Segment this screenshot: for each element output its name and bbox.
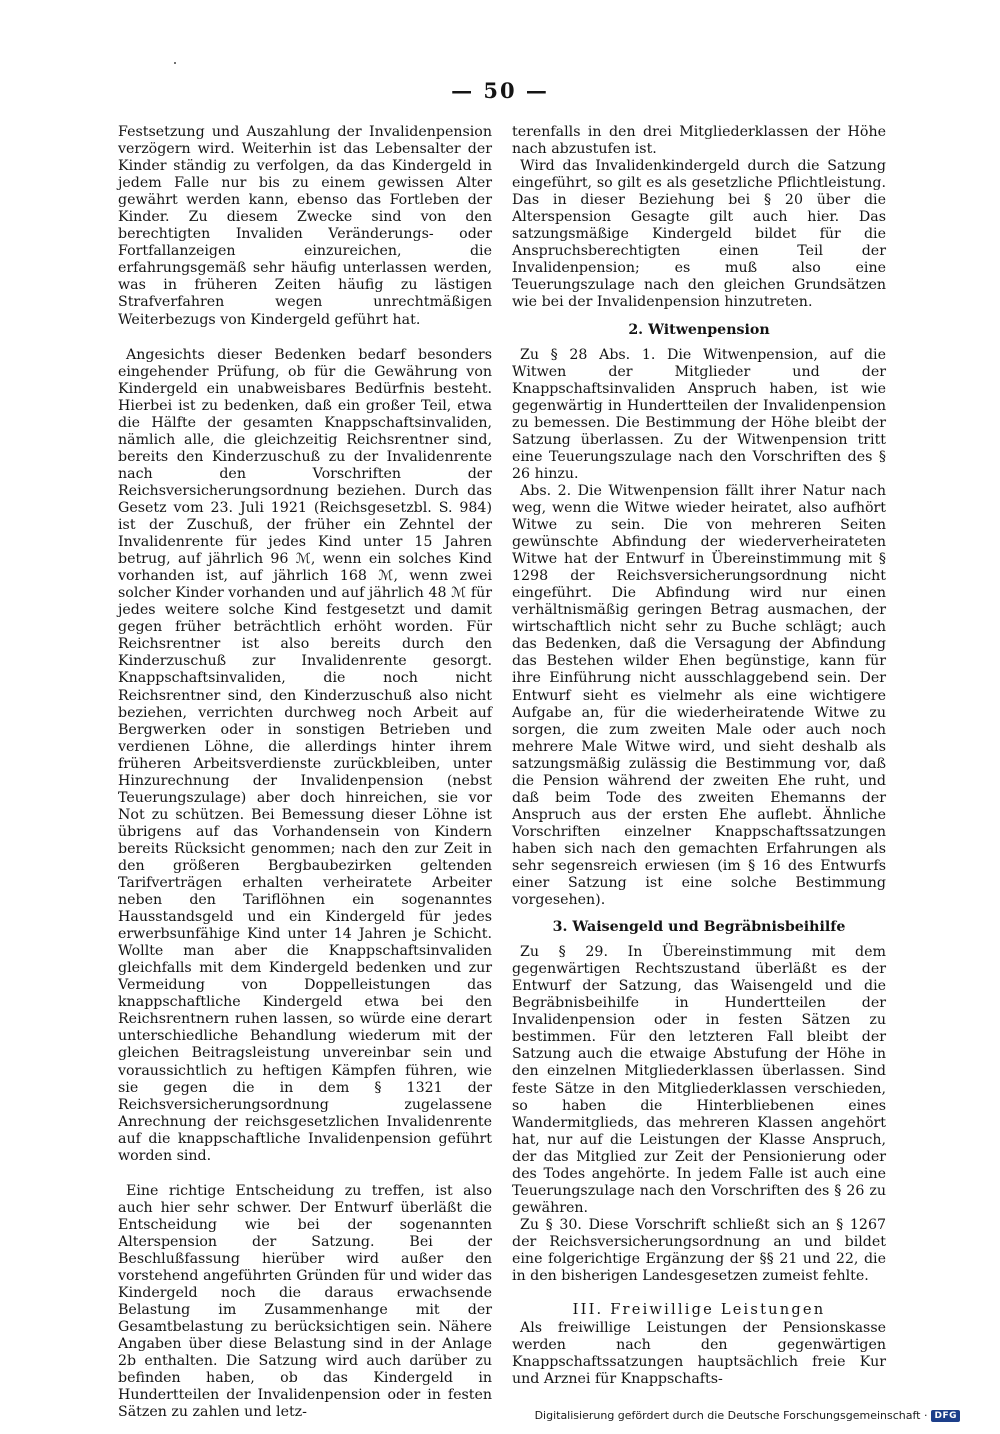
section-heading-freiwillige-leistungen: III. Freiwillige Leistungen	[572, 1301, 826, 1319]
right-intro-paragraph-1: terenfalls in den drei Mitgliederklassen der Höhe nach abzustufen ist.	[512, 124, 886, 158]
freiwillige-leistungen-paragraph-1: Als freiwillige Leistungen der Pensionskasse werden nach den gegenwärtigen Knappschaftssatzungen hauptsächlich freie Kur und Arznei für Knappschafts-	[512, 1320, 886, 1388]
stray-ink-mark	[174, 62, 176, 64]
digitization-credit	[535, 1409, 960, 1422]
dfg-logo-icon: DFG	[931, 1410, 960, 1422]
section-heading-waisengeld: 3. Waisengeld und Begräbnisbeihilfe	[552, 919, 846, 936]
left-column	[118, 124, 492, 1421]
right-intro-paragraph-2: Wird das Invalidenkindergeld durch die Satzung eingeführt, so gilt es als gesetzliche Pflichtleistung. Das in dieser Beziehung bei § 20 über die Alterspension Gesagte gilt auch hier. Das satzungsmäßige Kindergeld bildet für die Anspruchsberechtigten einen Teil der Invalidenpension; es muß also eine Teuerungszulage nach den gleichen Grundsätzen wie bei der Invalidenpension hinzutreten.	[512, 158, 886, 311]
waisengeld-paragraph-2: Zu § 30. Diese Vorschrift schließt sich an § 1267 der Reichsversicherungsordnung an und bildet eine folgerichtige Ergänzung der §§ 21 und 22, die in den bisherigen Landesgesetzen zumeist fehlte.	[512, 1216, 886, 1285]
digitization-credit-text: Digitalisierung gefördert durch die Deutsche Forschungsgemeinschaft ·	[534, 1409, 928, 1422]
right-column	[512, 124, 886, 1388]
page-number: — 50 —	[451, 78, 549, 103]
section-heading-witwenpension: 2. Witwenpension	[628, 321, 770, 338]
witwenpension-paragraph-1: Zu § 28 Abs. 1. Die Witwenpension, auf die Witwen der Mitglieder und der Knappschaftsinvaliden Anspruch haben, ist wie gegenwärtig in Hundertteilen der Invalidenpension zu bemessen. Die Bestimmung der Höhe bleibt der Satzung überlassen. Zu der Witwenpension tritt eine Teuerungszulage nach den Vorschriften des § 26 hinzu.	[512, 346, 886, 482]
left-paragraph-2: Angesichts dieser Bedenken bedarf besonders eingehender Prüfung, ob für die Gewährung von Kindergeld ein unabweisbares Bedürfnis besteht. Hierbei ist zu bedenken, daß ein großer Teil, etwa die Hälfte der gesamten Knappschaftsinvaliden, nämlich alle, die gleichzeitig Reichsrentner sind, bereits den Kinderzuschuß zu der Invalidenrente nach den Vorschriften der Reichsversicherungsordnung beziehen. Durch das Gesetz vom 23. Juli 1921 (Reichsgesetzbl. S. 984) ist der Zuschuß, der früher ein Zehntel der Invalidenrente für jedes Kind unter 15 Jahren betrug, auf jährlich 96 ℳ, wenn ein solches Kind vorhanden ist, auf jährlich 168 ℳ, wenn zwei solcher Kinder vorhanden und auf jährlich 48 ℳ für jedes weitere solche Kind festgesetzt und damit gegen früher beträchtlich erhöht worden. Für Reichsrentner ist also bereits durch den Kinderzuschuß zur Invalidenrente gesorgt. Knappschaftsinvaliden, die noch nicht Reichsrentner sind, den Kinderzuschuß also nicht beziehen, verrichten durchweg noch Arbeit auf Bergwerken oder in sonstigen Betrieben und verdienen Löhne, die allerdings hinter ihrem früheren Arbeitsverdienste zurückbleiben, unter Hinzurechnung der Invalidenpension (nebst Teuerungszulage) aber doch hinreichen, sie vor Not zu schützen. Bei Bemessung dieser Löhne ist übrigens auf das Vorhandensein von Kindern bereits Rücksicht genommen; nach den zur Zeit in den größeren Bergbaubezirken geltenden Tarifverträgen erhalten verheiratete Arbeiter neben den Tariflöhnen ein sogenanntes Hausstandsgeld und ein Kindergeld für jedes erwerbsunfähige Kind unter 14 Jahren je Schicht. Wollte man aber die Knappschaftsinvaliden gleichfalls mit dem Kindergeld bedenken und zur Vermeidung von Doppelleistungen das knappschaftliche Kindergeld etwa bei den Reichsrentnern ruhen lassen, so würde eine derart unterschiedliche Behandlung wiederum mit der gleichen Beitragsleistung unvereinbar sein und voraussichtlich zu heftigen Kämpfen führen, wie sie gegen die in dem § 1321 der Reichsversicherungsordnung zugelassene Anrechnung der reichsgesetzlichen Invalidenrente auf die knappschaftliche Invalidenpension geführt worden sind.	[118, 346, 492, 1164]
waisengeld-paragraph-1: Zu § 29. In Übereinstimmung mit dem gegenwärtigen Rechtszustand überläßt es der Entwurf der Satzung, das Waisengeld und die Begräbnisbeihilfe in Hundertteilen der Invalidenpension oder in festen Sätzen zu bestimmen. Für den letzteren Fall bleibt der Satzung auch die etwaige Abstufung der Höhe in den einzelnen Mitgliederklassen überlassen. Sind feste Sätze in den Mitgliederklassen verschieden, so haben die Hinterbliebenen eines Wandermitglieds, das mehreren Klassen angehört hat, nur auf die Leistungen der Klasse Anspruch, der das Mitglied zur Zeit der Pensionierung oder des Todes angehörte. In jedem Falle ist auch eine Teuerungszulage nach den Vorschriften des § 26 zu gewähren.	[512, 944, 886, 1216]
left-paragraph-1: Festsetzung und Auszahlung der Invalidenpension verzögern wird. Weiterhin ist das Lebensalter der Kinder ständig zu verfolgen, da das Kindergeld in jedem Falle nur bis zu einem gewissen Alter gewährt werden kann, ebenso das Fortleben der Kinder. Zu diesem Zwecke sind von den berechtigten Invaliden Veränderungs- oder Fortfallanzeigen einzureichen, die erfahrungsgemäß sehr häufig unterlassen werden, was in früheren Zeiten häufig zu lästigen Strafverfahren wegen unrechtmäßigen Weiterbezugs von Kindergeld geführt hat.	[118, 124, 492, 328]
left-paragraph-3: Eine richtige Entscheidung zu treffen, ist also auch hier sehr schwer. Der Entwurf überläßt die Entscheidung wie bei der sogenannten Alterspension der Satzung. Bei der Beschlußfassung hierüber wird außer den vorstehend angeführten Gründen für und wider das Kindergeld noch die daraus erwachsende Belastung im Zusammenhange mit der Gesamtbelastung zu berücksichtigen sein. Nähere Angaben über diese Belastung sind in der Anlage 2b enthalten. Die Satzung wird auch darüber zu befinden haben, ob das Kindergeld in Hundertteilen der Invalidenpension oder in festen Sätzen zu zahlen und letz-	[118, 1182, 492, 1421]
witwenpension-paragraph-2: Abs. 2. Die Witwenpension fällt ihrer Natur nach weg, wenn die Witwe wieder heiratet, also aufhört Witwe zu sein. Die von mehreren Seiten gewünschte Abfindung der wiederverheirateten Witwe hat der Entwurf in Übereinstimmung mit § 1298 der Reichsversicherungsordnung nicht eingeführt. Die Abfindung wird nur einen verhältnismäßig geringen Betrag ausmachen, der wirtschaftlich nicht sehr zu Buche schlägt; auch das Bedenken, daß die Versagung der Abfindung das Bestehen wilder Ehen begünstige, kann für ihre Einführung nicht ausschlaggebend sein. Der Entwurf sieht es vielmehr als eine wichtigere Aufgabe an, für die wiederheiratende Witwe zu sorgen, die zum zweiten Male oder auch noch mehrere Male Witwe wird, und sieht deshalb als satzungsmäßig zulässig die Bestimmung vor, daß die Pension während der zweiten Ehe ruht, und daß beim Tode des zweiten Ehemanns der Anspruch aus der ersten Ehe auflebt. Ähnliche Vorschriften einzelner Knappschaftssatzungen haben sich nach den gemachten Erfahrungen als sehr segensreich erwiesen (im § 16 des Entwurfs einer Satzung ist eine solche Bestimmung vorgesehen).	[512, 482, 886, 909]
